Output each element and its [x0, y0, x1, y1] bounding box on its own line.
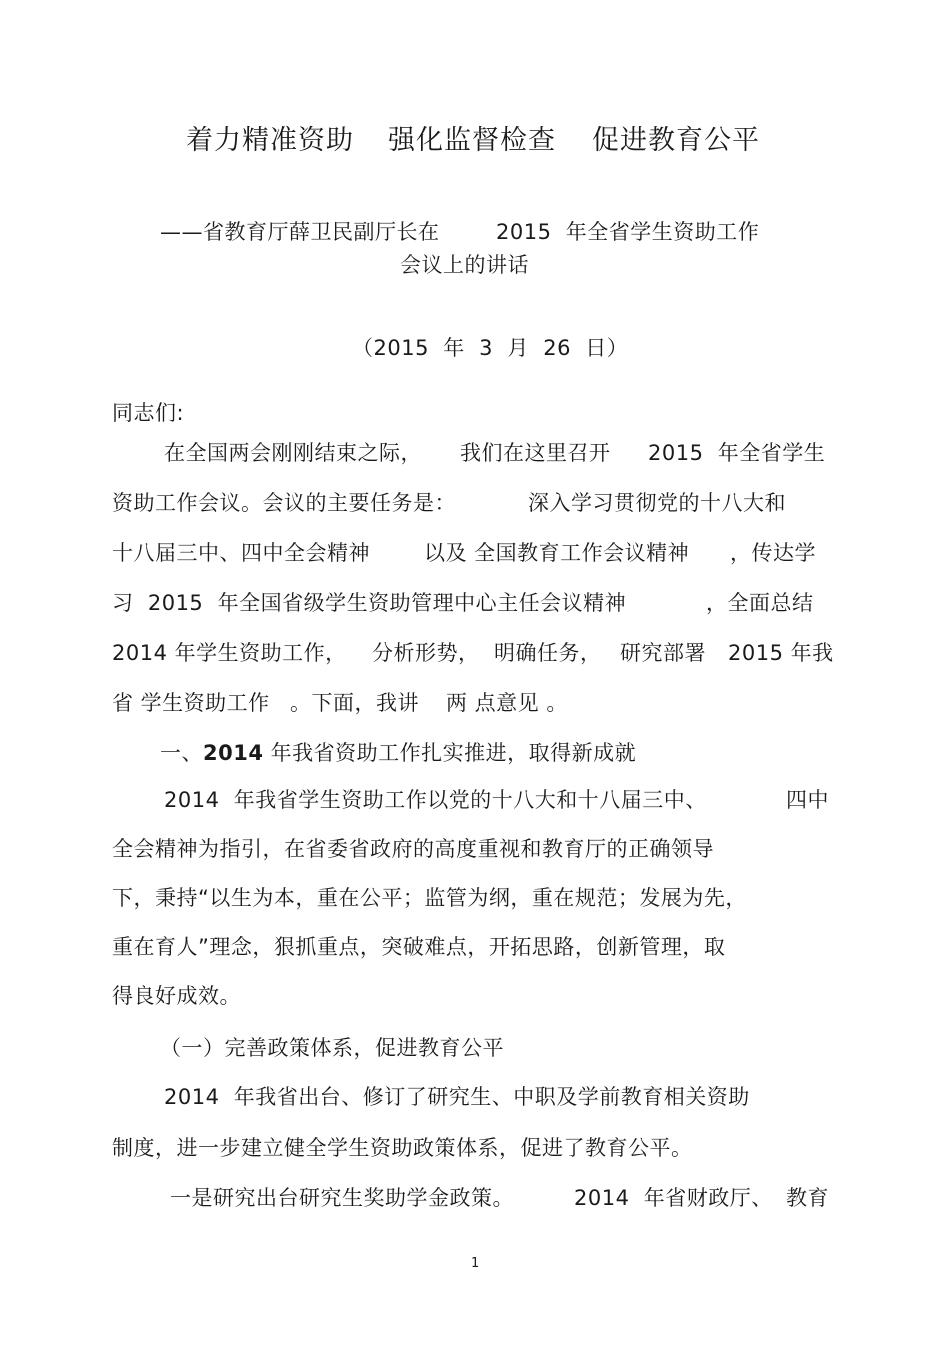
section1-line-5: 得良好成效。: [112, 984, 241, 1008]
body-line-3c: ，传达学: [730, 541, 816, 565]
title-part3: 促进教育公平: [592, 125, 760, 156]
subsection1-line-2: 制度，进一步建立健全学生资助政策体系，促进了教育公平。: [112, 1136, 693, 1160]
section1-line-4: 重在育人”理念，狠抓重点，突破难点，开拓思路，创新管理，取: [112, 935, 726, 959]
subtitle-line1-b: 2015 年全省学生资助工作: [496, 220, 760, 244]
section1-title: 年我省资助工作扎实推进，取得新成就: [263, 741, 637, 765]
body-line-5b: 分析形势，: [372, 641, 480, 665]
page-number: 1: [471, 1256, 480, 1271]
section1-line-1b: 四中: [786, 788, 829, 812]
body-line-6c: 两 点意见 。: [446, 691, 568, 715]
section1-heading: [160, 739, 636, 767]
speech-date: （2015 年 3 月 26 日）: [352, 336, 629, 360]
body-line-5d: 研究部署: [620, 641, 706, 665]
subsection1-heading: （一）完善政策体系，促进教育公平: [160, 1036, 504, 1060]
salutation: 同志们:: [112, 401, 185, 425]
section1-line-3: 下，秉持“以生为本，重在公平；监管为纲，重在规范；发展为先，: [112, 886, 747, 910]
last-line-b: 2014 年省财政厅、: [574, 1186, 773, 1210]
subtitle-line1-a: ——省教育厅薛卫民副厅长在: [160, 220, 440, 244]
title-part2: 强化监督检查: [388, 125, 556, 156]
last-line-c: 教育: [786, 1186, 829, 1210]
body-line-4b: ，全面总结: [706, 591, 814, 615]
section1-prefix: 一、: [160, 741, 203, 765]
body-line-5e: 2015 年我: [728, 641, 834, 665]
body-line-6b: 。下面，我讲: [290, 691, 419, 715]
body-line-5a: 2014 年学生资助工作，: [112, 641, 347, 665]
section1-year: 2014: [203, 741, 264, 765]
body-line-1a: 在全国两会刚刚结束之际，: [164, 441, 422, 465]
body-line-6a: 省 学生资助工作: [112, 691, 270, 715]
body-line-3a: 十八届三中、四中全会精神: [112, 541, 370, 565]
body-line-5c: 明确任务，: [494, 641, 602, 665]
body-line-1c: 2015 年全省学生: [648, 441, 826, 465]
body-line-2b: 深入学习贯彻党的十八大和: [528, 491, 786, 515]
title-part1: 着力精准资助: [186, 125, 354, 156]
body-line-2a: 资助工作会议。会议的主要任务是：: [112, 491, 456, 515]
body-line-1b: 我们在这里召开: [460, 441, 611, 465]
body-line-4a: 习 2015 年全国省级学生资助管理中心主任会议精神: [112, 591, 627, 615]
last-line-a: 一是研究出台研究生奖助学金政策。: [170, 1186, 514, 1210]
section1-line-2: 全会精神为指引，在省委省政府的高度重视和教育厅的正确领导: [112, 837, 714, 861]
subtitle-line2: 会议上的讲话: [400, 253, 529, 277]
body-line-3b: 以及 全国教育工作会议精神: [424, 541, 690, 565]
section1-line-1a: 2014 年我省学生资助工作以党的十八大和十八届三中、: [164, 788, 707, 812]
subsection1-line-1: 2014 年我省出台、修订了研究生、中职及学前教育相关资助: [164, 1085, 750, 1109]
